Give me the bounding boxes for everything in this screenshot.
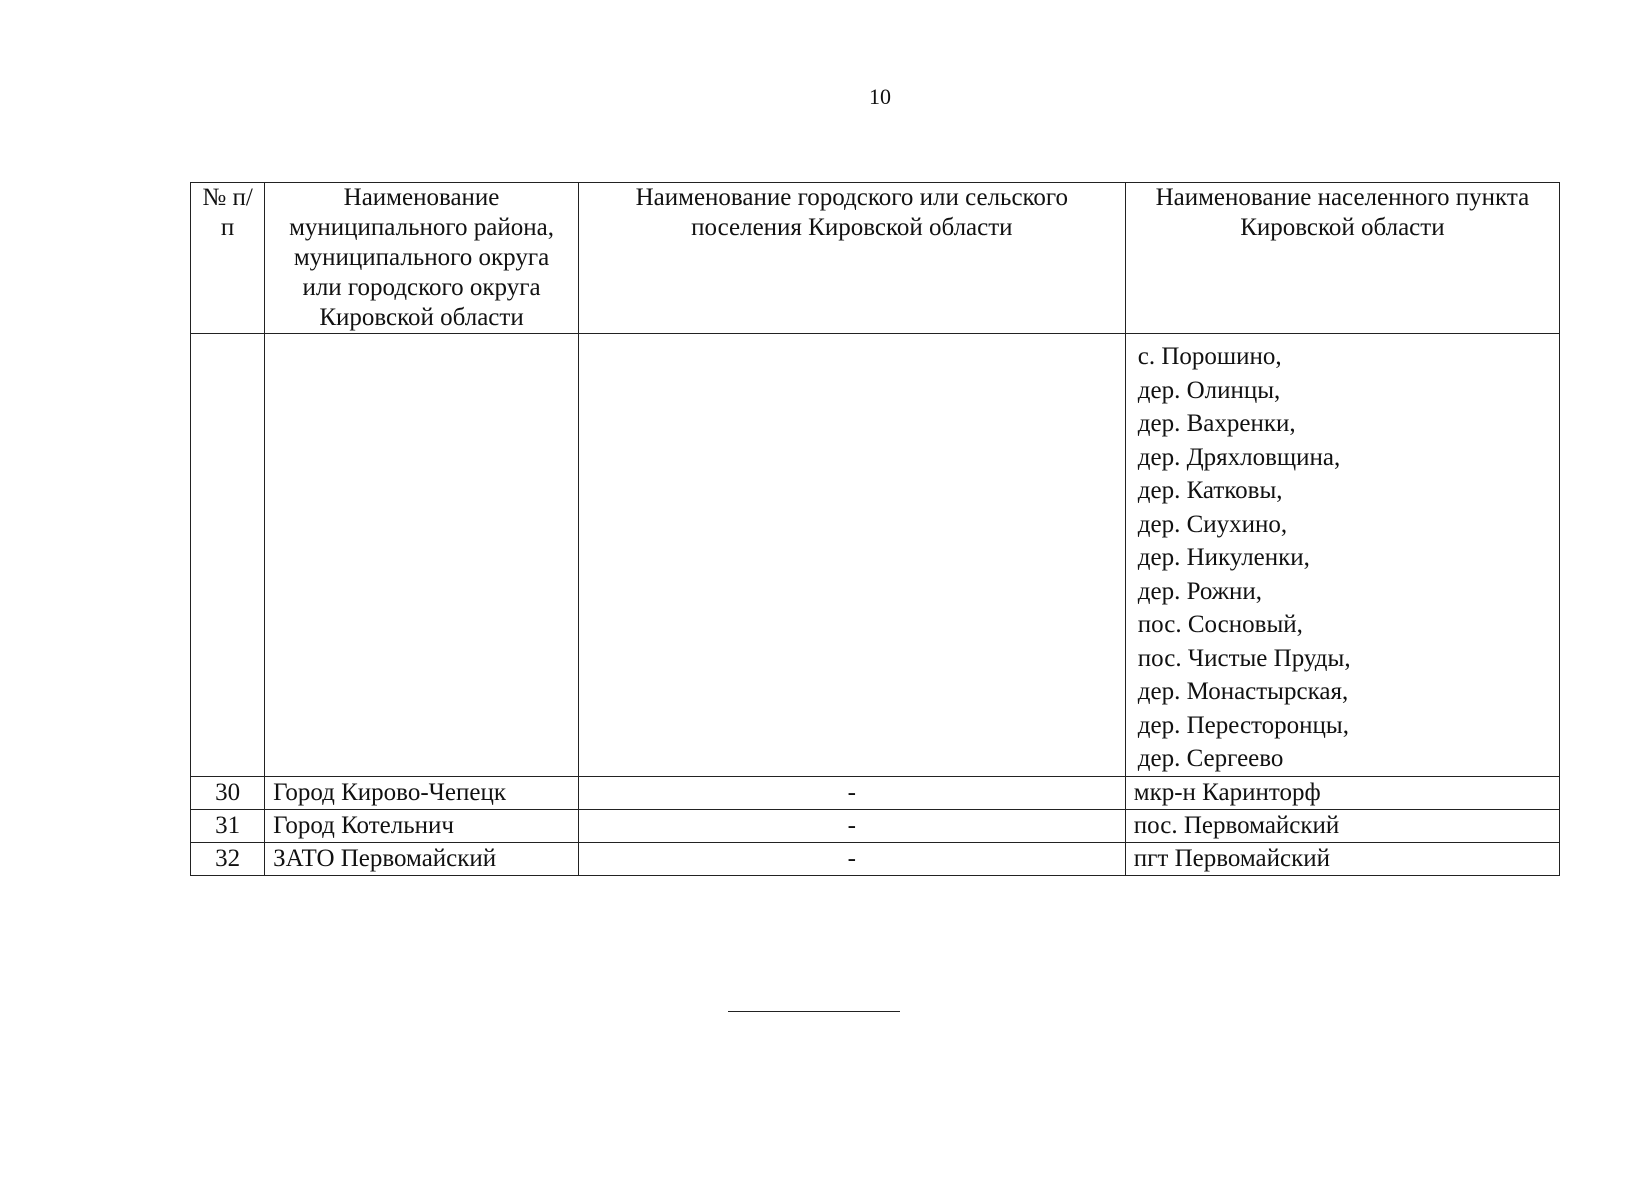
cell-district: ЗАТО Первомайский xyxy=(265,842,579,875)
cell-settlement-empty xyxy=(578,334,1125,777)
locality-item: дер. Катковы, xyxy=(1137,477,1283,504)
locality-item: с. Порошино, xyxy=(1137,343,1282,370)
table-row xyxy=(191,842,1560,875)
cell-district: Город Кирово-Чепецк xyxy=(265,776,579,809)
table-row xyxy=(191,776,1560,809)
locality-item: дер. Пересторонцы, xyxy=(1137,711,1349,739)
cell-settlement: - xyxy=(578,842,1125,875)
header-district: Наименование муниципального района, муниципального округа или городского округа Кировской области xyxy=(265,183,579,334)
cell-settlement: - xyxy=(578,776,1125,809)
header-row xyxy=(191,183,1560,334)
page-number: 10 xyxy=(869,84,891,109)
locality-list xyxy=(1134,334,1551,776)
locality-item: дер. Никуленки, xyxy=(1137,544,1310,571)
cell-district-empty xyxy=(265,334,579,777)
locality-item: дер. Вахренки, xyxy=(1137,410,1296,437)
header-num: № п/п xyxy=(191,183,265,334)
locality-item: дер. Сергеево xyxy=(1137,745,1284,772)
table-row xyxy=(191,809,1560,842)
cell-num: 32 xyxy=(191,842,265,875)
locality-item: дер. Дряхловщина, xyxy=(1137,443,1341,471)
locality-item: пос. Чистые Пруды, xyxy=(1137,644,1351,672)
settlements-table xyxy=(190,182,1560,876)
end-of-document-rule xyxy=(728,1011,900,1012)
cell-locality: мкр-н Каринторф xyxy=(1125,776,1559,809)
cell-locality: пгт Первомайский xyxy=(1125,842,1559,875)
locality-item: дер. Олинцы, xyxy=(1137,376,1281,404)
cell-num: 30 xyxy=(191,776,265,809)
cell-settlement: - xyxy=(578,809,1125,842)
cell-num: 31 xyxy=(191,809,265,842)
table-row-continuation xyxy=(191,334,1560,777)
locality-item: дер. Монастырская, xyxy=(1137,678,1349,705)
header-settlement: Наименование городского или сельского поселения Кировской области xyxy=(578,183,1125,334)
cell-locality: пос. Первомайский xyxy=(1125,809,1559,842)
locality-item: дер. Рожни, xyxy=(1137,577,1263,605)
table-body xyxy=(191,334,1560,876)
cell-num-empty xyxy=(191,334,265,777)
cell-localities xyxy=(1125,334,1559,777)
cell-district: Город Котельнич xyxy=(265,809,579,842)
locality-item: дер. Сиухино, xyxy=(1137,510,1288,538)
locality-item: пос. Сосновый, xyxy=(1137,611,1303,638)
table-header xyxy=(191,183,1560,334)
header-locality: Наименование населенного пункта Кировской области xyxy=(1125,183,1559,334)
